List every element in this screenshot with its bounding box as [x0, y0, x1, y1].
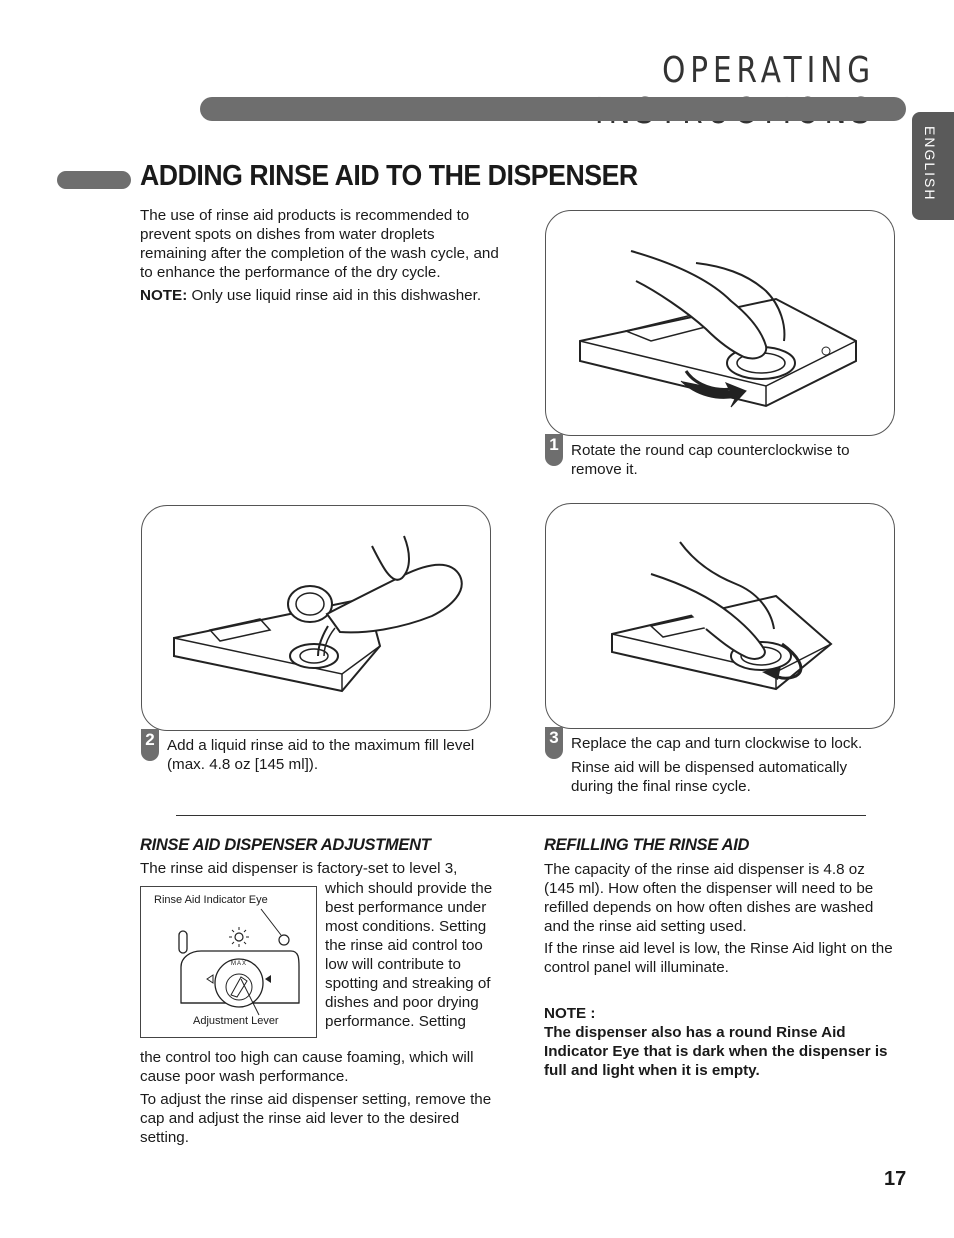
step2-number: 2 — [141, 729, 159, 761]
step3-text: Replace the cap and turn clockwise to lock. — [571, 735, 863, 752]
intro-block — [140, 206, 500, 305]
adjustment-para2: To adjust the rinse aid dispenser setting, remove the cap and adjust the rinse aid lever to the desired setting. — [140, 1091, 492, 1146]
header-bar — [200, 97, 906, 121]
refilling-note-label: NOTE : — [544, 1005, 596, 1022]
adjustment-diagram — [140, 886, 317, 1038]
note-text: Only use liquid rinse aid in this dishwasher. — [191, 287, 482, 304]
page-number: 17 — [884, 1168, 907, 1190]
refilling-para2: If the rinse aid level is low, the Rinse Aid light on the control panel will illuminate. — [544, 940, 893, 976]
page-header-title: OPERATING — [662, 50, 875, 91]
adjustment-title: RINSE AID DISPENSER ADJUSTMENT — [140, 836, 431, 854]
refilling-para1: The capacity of the rinse aid dispenser is 4.8 oz (145 ml). How often the dispenser will need to be refilled depends on how often dishes are washed and the rinse aid setting used. — [544, 861, 874, 935]
refilling-title: REFILLING THE RINSE AID — [544, 836, 750, 854]
section-title: ADDING RINSE AID TO THE DISPENSER — [140, 160, 638, 192]
adjustment-lever-label: Adjustment Lever — [193, 1015, 279, 1027]
intro-paragraph: The use of rinse aid products is recommended to prevent spots on dishes from water droplets remaining after the completion of the wash cycle, and to enhance the performance of the dry cycle. — [140, 207, 499, 281]
intro-note — [140, 286, 500, 305]
step3-text-2: Rinse aid will be dispensed automatically during the final rinse cycle. — [571, 759, 848, 795]
step1-text: Rotate the round cap counterclockwise to remove it. — [571, 442, 850, 478]
adjustment-para1-line1: The rinse aid dispenser is factory-set to level 3, — [140, 860, 458, 877]
step1-number: 1 — [545, 434, 563, 466]
step3-number: 3 — [545, 727, 563, 759]
indicator-eye-label: Rinse Aid Indicator Eye — [154, 894, 268, 906]
section-pill — [57, 171, 131, 189]
language-tab-label: ENGLISH — [922, 126, 938, 202]
step3-illustration — [545, 503, 895, 729]
adjustment-para1-end: the control too high can cause foaming, which will cause poor wash performance. — [140, 1049, 474, 1085]
section-divider — [176, 815, 866, 816]
language-tab — [912, 112, 954, 220]
refilling-note-text: The dispenser also has a round Rinse Aid Indicator Eye that is dark when the dispenser is full and light when it is empty. — [544, 1024, 888, 1079]
adjustment-para1-wrap: which should provide the best performance under most conditions. Setting the rinse aid control too low will contribute to spotting and streaking of dishes and poor drying performance. Setting — [325, 880, 493, 1030]
step2-text: Add a liquid rinse aid to the maximum fill level (max. 4.8 oz [145 ml]). — [167, 737, 475, 773]
dial-max-text: MAX — [231, 961, 248, 967]
step1-illustration — [545, 210, 895, 436]
step2-illustration — [141, 505, 491, 731]
note-label: NOTE: — [140, 287, 188, 304]
